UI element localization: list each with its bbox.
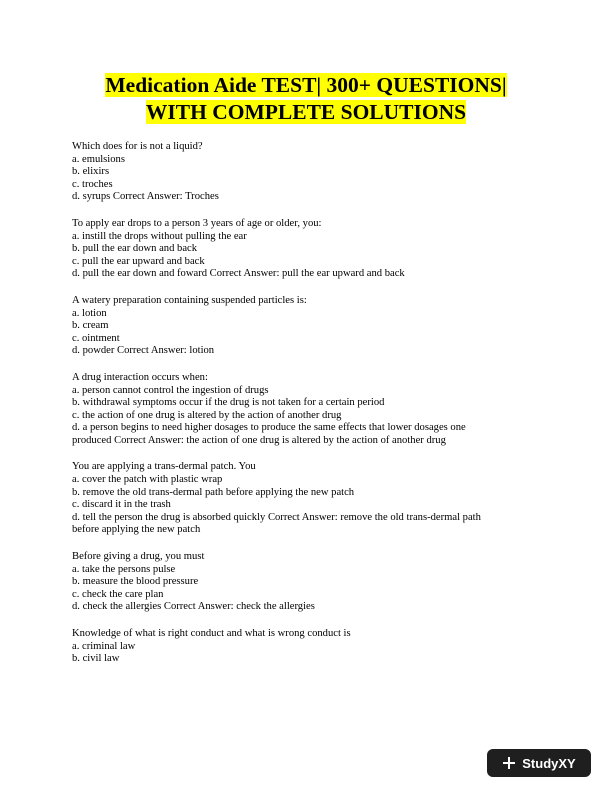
question-line: b. pull the ear down and back	[72, 243, 198, 255]
question-line: a. lotion	[72, 307, 107, 319]
question-list	[72, 141, 562, 680]
question-line: d. tell the person the drug is absorbed quickly Correct Answer: remove the old trans-dermal path	[72, 511, 481, 523]
question-line: a. person cannot control the ingestion of drugs	[72, 384, 269, 396]
question-line: c. troches	[72, 178, 113, 190]
plus-icon	[502, 756, 516, 770]
question-block	[72, 295, 562, 358]
question-line: a. cover the patch with plastic wrap	[72, 474, 223, 486]
question-line: b. measure the blood pressure	[72, 576, 199, 588]
question-line: Knowledge of what is right conduct and what is wrong conduct is	[72, 628, 351, 639]
question-block	[72, 551, 562, 614]
question-line: produced Correct Answer: the action of one drug is altered by the action of another drug	[72, 434, 446, 446]
document-title	[0, 72, 612, 126]
question-line: b. civil law	[72, 653, 120, 665]
question-line: b. elixirs	[72, 166, 110, 178]
question-block	[72, 141, 562, 204]
question-line: d. syrups Correct Answer: Troches	[72, 191, 219, 203]
question-line: a. instill the drops without pulling the ear	[72, 230, 247, 242]
question-line: c. discard it in the trash	[72, 499, 171, 511]
question-line: d. a person begins to need higher dosages to produce the same effects that lower dosages one	[72, 422, 466, 434]
question-line: Which does for is not a liquid?	[72, 141, 203, 152]
question-line: c. check the care plan	[72, 588, 164, 600]
question-line: A drug interaction occurs when:	[72, 371, 208, 383]
title-line-1: Medication Aide TEST| 300+ QUESTIONS|	[105, 73, 507, 97]
question-line: a. emulsions	[72, 153, 125, 165]
question-line: c. the action of one drug is altered by the action of another drug	[72, 409, 342, 421]
question-line: To apply ear drops to a person 3 years of age or older, you:	[72, 217, 322, 229]
question-line: c. pull the ear upward and back	[72, 255, 205, 267]
question-block	[72, 372, 562, 448]
question-block	[72, 218, 562, 281]
question-block	[72, 628, 562, 666]
question-line: You are applying a trans-dermal patch. You	[72, 461, 256, 473]
question-line: d. check the allergies Correct Answer: check the allergies	[72, 601, 315, 613]
badge-label: StudyXY	[522, 755, 576, 771]
question-line: a. take the persons pulse	[72, 563, 176, 575]
question-line: Before giving a drug, you must	[72, 551, 205, 563]
studyxy-badge[interactable]	[487, 749, 591, 777]
question-line: A watery preparation containing suspended particles is:	[72, 294, 307, 306]
question-block	[72, 461, 562, 537]
question-line: before applying the new patch	[72, 524, 201, 536]
question-line: a. criminal law	[72, 640, 136, 652]
question-line: d. pull the ear down and foward Correct Answer: pull the ear upward and back	[72, 268, 405, 280]
question-line: b. cream	[72, 320, 109, 332]
question-line: b. remove the old trans-dermal path before applying the new patch	[72, 486, 355, 498]
question-line: b. withdrawal symptoms occur if the drug is not taken for a certain period	[72, 397, 385, 409]
question-line: c. ointment	[72, 332, 120, 344]
title-line-2: WITH COMPLETE SOLUTIONS	[145, 100, 467, 124]
question-line: d. powder Correct Answer: lotion	[72, 345, 215, 357]
